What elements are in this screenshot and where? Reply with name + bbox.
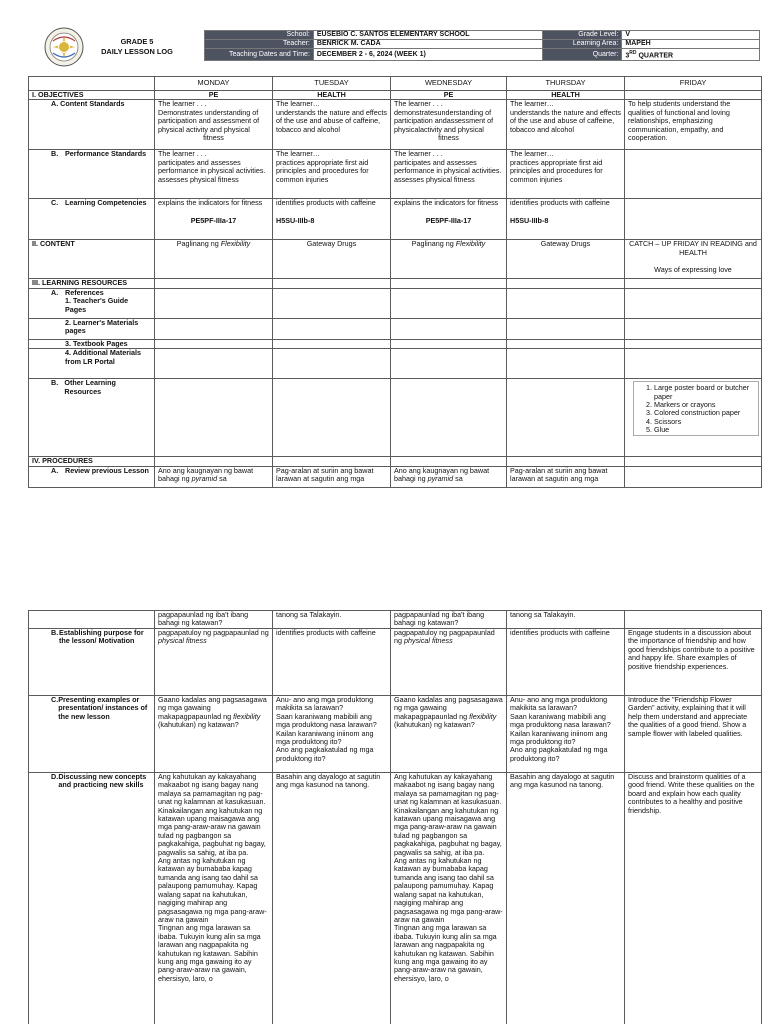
references-label: A. References 1. Teacher's Guide Pages <box>29 288 155 318</box>
corner-cell <box>29 77 155 91</box>
day-thursday: THURSDAY <box>507 77 625 91</box>
review-cont-wednesday: pagpapaunlad ng iba't ibang bahagi ng katawan? <box>391 611 507 629</box>
quarter-value: 3RD QUARTER <box>622 49 760 61</box>
discussing-friday: Discuss and brainstorm qualities of a good friend. Write these qualities on the board and explain how each quality contributes to a healthy and positive friendship. <box>625 773 762 1024</box>
teacher-value: BENRICK M. CADA <box>313 40 542 49</box>
friday-resources-list <box>634 384 758 434</box>
presenting-examples-label: C. Presenting examples or presentation/ instances of the new lesson <box>29 696 155 773</box>
additional-materials-label: 4. Additional Materials from LR Portal <box>29 349 155 379</box>
competency-monday: explains the indicators for fitness PE5PF-IIIa-17 <box>155 199 273 240</box>
other-resources-label: B. Other Learning Resources <box>29 379 155 457</box>
subject-wednesday: PE <box>391 91 507 100</box>
review-monday: Ano ang kaugnayan ng bawat bahagi ng pyramid sa <box>155 466 273 487</box>
examples-tuesday: Anu- ano ang mga produktong makikita sa larawan? Saan karaniwang mabibili ang mga produktong nasa larawan? Kailan karaniwang iniinom ang mga produktong ito? Ano ang pagkakatulad ng mga produktong ito? <box>273 696 391 773</box>
performance-standard-monday: The learner . . . participates and assesses performance in physical activities. assesses physical fitness <box>155 150 273 199</box>
performance-standards-label: B. Performance Standards <box>29 150 155 199</box>
teaching-dates-value: DECEMBER 2 - 6, 2024 (WEEK 1) <box>313 49 542 61</box>
learning-area-label: Learning Area: <box>542 40 622 49</box>
review-tuesday: Pag-aralan at suriin ang bawat larawan at sagutin ang mga <box>273 466 391 487</box>
examples-friday: Introduce the "Friendship Flower Garden" activity, explaining that it will help them understand and appreciate the qualities of a good friend. Show a sample flower with labeled qualities. <box>625 696 762 773</box>
review-cont-monday: pagpapaunlad ng iba't ibang bahagi ng katawan? <box>155 611 273 629</box>
purpose-thursday: identifies products with caffeine <box>507 629 625 696</box>
discussing-thursday: Basahin ang dayalogo at sagutin ang mga kasunod na tanong. <box>507 773 625 1024</box>
content-friday: CATCH – UP FRIDAY IN READING and HEALTH Ways of expressing love <box>625 240 762 279</box>
quarter-label: Quarter: <box>542 49 622 61</box>
content-standard-thursday: The learner… understands the nature and effects of the use and abuse of caffeine, tobacco and alcohol <box>507 100 625 150</box>
examples-monday: Gaano kadalas ang pagsasagawa ng mga gawaing makapagpapaunlad ng flexibility (kahutukan) ng katawan? <box>155 696 273 773</box>
lm-pages-label: 2. Learner's Materials pages <box>29 318 155 339</box>
review-friday <box>625 466 762 487</box>
review-wednesday: Ano ang kaugnayan ng bawat bahagi ng pyramid sa <box>391 466 507 487</box>
subject-monday: PE <box>155 91 273 100</box>
daily-lesson-log-title: DAILY LESSON LOG <box>101 47 173 56</box>
content-heading: II. CONTENT <box>29 240 155 279</box>
content-standard-friday: To help students understand the qualities of functional and loving relationships, emphasizing communication, empathy, and cooperation. <box>625 100 762 150</box>
competency-wednesday: explains the indicators for fitness PE5PF-IIIa-17 <box>391 199 507 240</box>
establishing-purpose-label: B. Establishing purpose for the lesson/ Motivation <box>29 629 155 696</box>
review-thursday: Pag-aralan at suriin ang bawat larawan at sagutin ang mga <box>507 466 625 487</box>
header-info-table <box>204 30 760 61</box>
learning-resources-heading: III. LEARNING RESOURCES <box>29 279 155 288</box>
school-value: EUSEBIO C. SANTOS ELEMENTARY SCHOOL <box>313 31 542 40</box>
resource-item: 3. Colored construction paper <box>654 409 758 417</box>
school-label: School: <box>205 31 314 40</box>
review-cont-friday <box>625 611 762 629</box>
resource-item: 1. Large poster board or butcher paper <box>654 384 758 401</box>
content-standard-wednesday: The learner . . . demonstratesunderstanding of participation andassessment of physicalactivity and physical fitness <box>391 100 507 150</box>
lesson-log-page-2 <box>0 598 768 1024</box>
continued-label-cell <box>29 611 155 629</box>
purpose-friday: Engage students in a discussion about the importance of friendship and how good friendships contribute to a positive and happy life. Share examples of positive friendship experiences. <box>625 629 762 696</box>
purpose-tuesday: identifies products with caffeine <box>273 629 391 696</box>
resource-item: 4. Scissors <box>654 418 758 426</box>
resource-item: 5. Glue <box>654 426 758 434</box>
subject-thursday: HEALTH <box>507 91 625 100</box>
discussing-wednesday: Ang kahutukan ay kakayahang makaabot ng isang bagay nang malaya sa pamamagitan ng pag-unat ng kalamnan at kasukasuan. Kinakailangan ang kahutukan ng katawan upang maisagawa ang mga pang-araw-araw na gawain tulad ng pagbangon sa pagkakahiga, pagbuhat ng bagay, pagwalis sa sahig, at iba pa. Ang antas ng kahutukan ng katawan ay bumababa kapag tumanda ang isang tao dahil sa palaupong pamumuhay. Kapag walang sapat na kahutukan, nagiging mahirap ang pagsasagawa ng mga pang-araw-araw na gawain Tingnan ang mga larawan sa ibaba. Tukuyin kung alin sa mga larawan ang nagpapakita ng kahutukan ng katawan. Sabihin kung ang mga gawaing ito ay pang-araw-araw na gawain, ehersisyo, laro, o <box>391 773 507 1024</box>
content-wednesday: Paglinang ng Flexibility <box>391 240 507 279</box>
friday-resources-cell <box>625 379 762 457</box>
discussing-tuesday: Basahin ang dayalogo at sagutin ang mga kasunod na tanong. <box>273 773 391 1024</box>
content-standard-monday: The learner . . . Demonstrates understanding of participation and assessment of physical activity and physical fitness <box>155 100 273 150</box>
purpose-wednesday: pagpapatuloy ng pagpapaunlad ng physical fitness <box>391 629 507 696</box>
grade-line: GRADE 5 <box>120 37 154 46</box>
discussing-monday: Ang kahutukan ay kakayahang makaabot ng isang bagay nang malaya sa pamamagitan ng pag-unat ng kalamnan at kasukasuan. Kinakailangan ang kahutukan ng katawan upang maisagawa ang mga pang-araw-araw na gawain tulad ng pagbangon sa pagkakahiga, pagbuhat ng bagay, pagwalis sa sahig, at iba pa. Ang antas ng kahutukan ng katawan ay bumababa kapag tumanda ang isang tao dahil sa palaupong pamumuhay. Kapag walang sapat na kahutukan, nagiging mahirap ang pagsasagawa ng mga pang-araw-araw na gawain Tingnan ang mga larawan sa ibaba. Tukuyin kung alin sa mga larawan ang nagpapakita ng kahutukan ng katawan. Sabihin kung ang mga gawaing ito ay pang-araw-araw na gawain, ehersisyo, laro, o <box>155 773 273 1024</box>
lesson-log-page-1 <box>0 0 768 500</box>
content-standards-label: A. Content Standards <box>29 100 155 150</box>
grade-level-label: Grade Level: <box>542 31 622 40</box>
learning-competencies-label: C. Learning Competencies <box>29 199 155 240</box>
discussing-concepts-label: D. Discussing new concepts and practicing new skills <box>29 773 155 1024</box>
examples-wednesday: Gaano kadalas ang pagsasagawa ng mga gawaing makapagpapaunlad ng flexibility (kahutukan) ng katawan? <box>391 696 507 773</box>
content-tuesday: Gateway Drugs <box>273 240 391 279</box>
content-thursday: Gateway Drugs <box>507 240 625 279</box>
teaching-dates-label: Teaching Dates and Time: <box>205 49 314 61</box>
tg-pages-label: 1. Teacher's Guide Pages <box>65 296 129 314</box>
day-tuesday: TUESDAY <box>273 77 391 91</box>
objectives-heading: I. OBJECTIVES <box>29 91 155 100</box>
textbook-pages-label: 3. Textbook Pages <box>29 339 155 348</box>
grade-level-value: V <box>622 31 760 40</box>
performance-standard-thursday: The learner… practices appropriate first aid principles and procedures for common injuries <box>507 150 625 199</box>
performance-standard-tuesday: The learner… practices appropriate first aid principles and procedures for common injuries <box>273 150 391 199</box>
performance-standard-friday <box>625 150 762 199</box>
teacher-label: Teacher: <box>205 40 314 49</box>
subject-tuesday: HEALTH <box>273 91 391 100</box>
lesson-log-table <box>28 76 762 488</box>
resource-item: 2. Markers or crayons <box>654 401 758 409</box>
content-standard-tuesday: The learner… understands the nature and effects of the use and abuse of caffeine, tobacco and alcohol <box>273 100 391 150</box>
lesson-log-table-continued <box>28 610 762 1024</box>
day-wednesday: WEDNESDAY <box>391 77 507 91</box>
examples-thursday: Anu- ano ang mga produktong makikita sa larawan? Saan karaniwang mabibili ang mga produktong nasa larawan? Kailan karaniwang iniinom ang mga produktong ito? Ano ang pagkakatulad ng mga produktong ito? <box>507 696 625 773</box>
competency-friday <box>625 199 762 240</box>
competency-tuesday: identifies products with caffeine H5SU-IIIb-8 <box>273 199 391 240</box>
log-title-block <box>78 37 196 57</box>
day-friday: FRIDAY <box>625 77 762 91</box>
subject-friday <box>625 91 762 100</box>
performance-standard-wednesday: The learner . . . participates and assesses performance in physical activities. assesses physical fitness <box>391 150 507 199</box>
day-monday: MONDAY <box>155 77 273 91</box>
purpose-monday: pagpapatuloy ng pagpapaunlad ng physical fitness <box>155 629 273 696</box>
review-lesson-label: A. Review previous Lesson <box>29 466 155 487</box>
procedures-heading: IV. PROCEDURES <box>29 457 155 466</box>
review-cont-tuesday: tanong sa Talakayin. <box>273 611 391 629</box>
review-cont-thursday: tanong sa Talakayin. <box>507 611 625 629</box>
competency-thursday: identifies products with caffeine H5SU-IIIb-8 <box>507 199 625 240</box>
content-monday: Paglinang ng Flexibility <box>155 240 273 279</box>
learning-area-value: MAPEH <box>622 40 760 49</box>
